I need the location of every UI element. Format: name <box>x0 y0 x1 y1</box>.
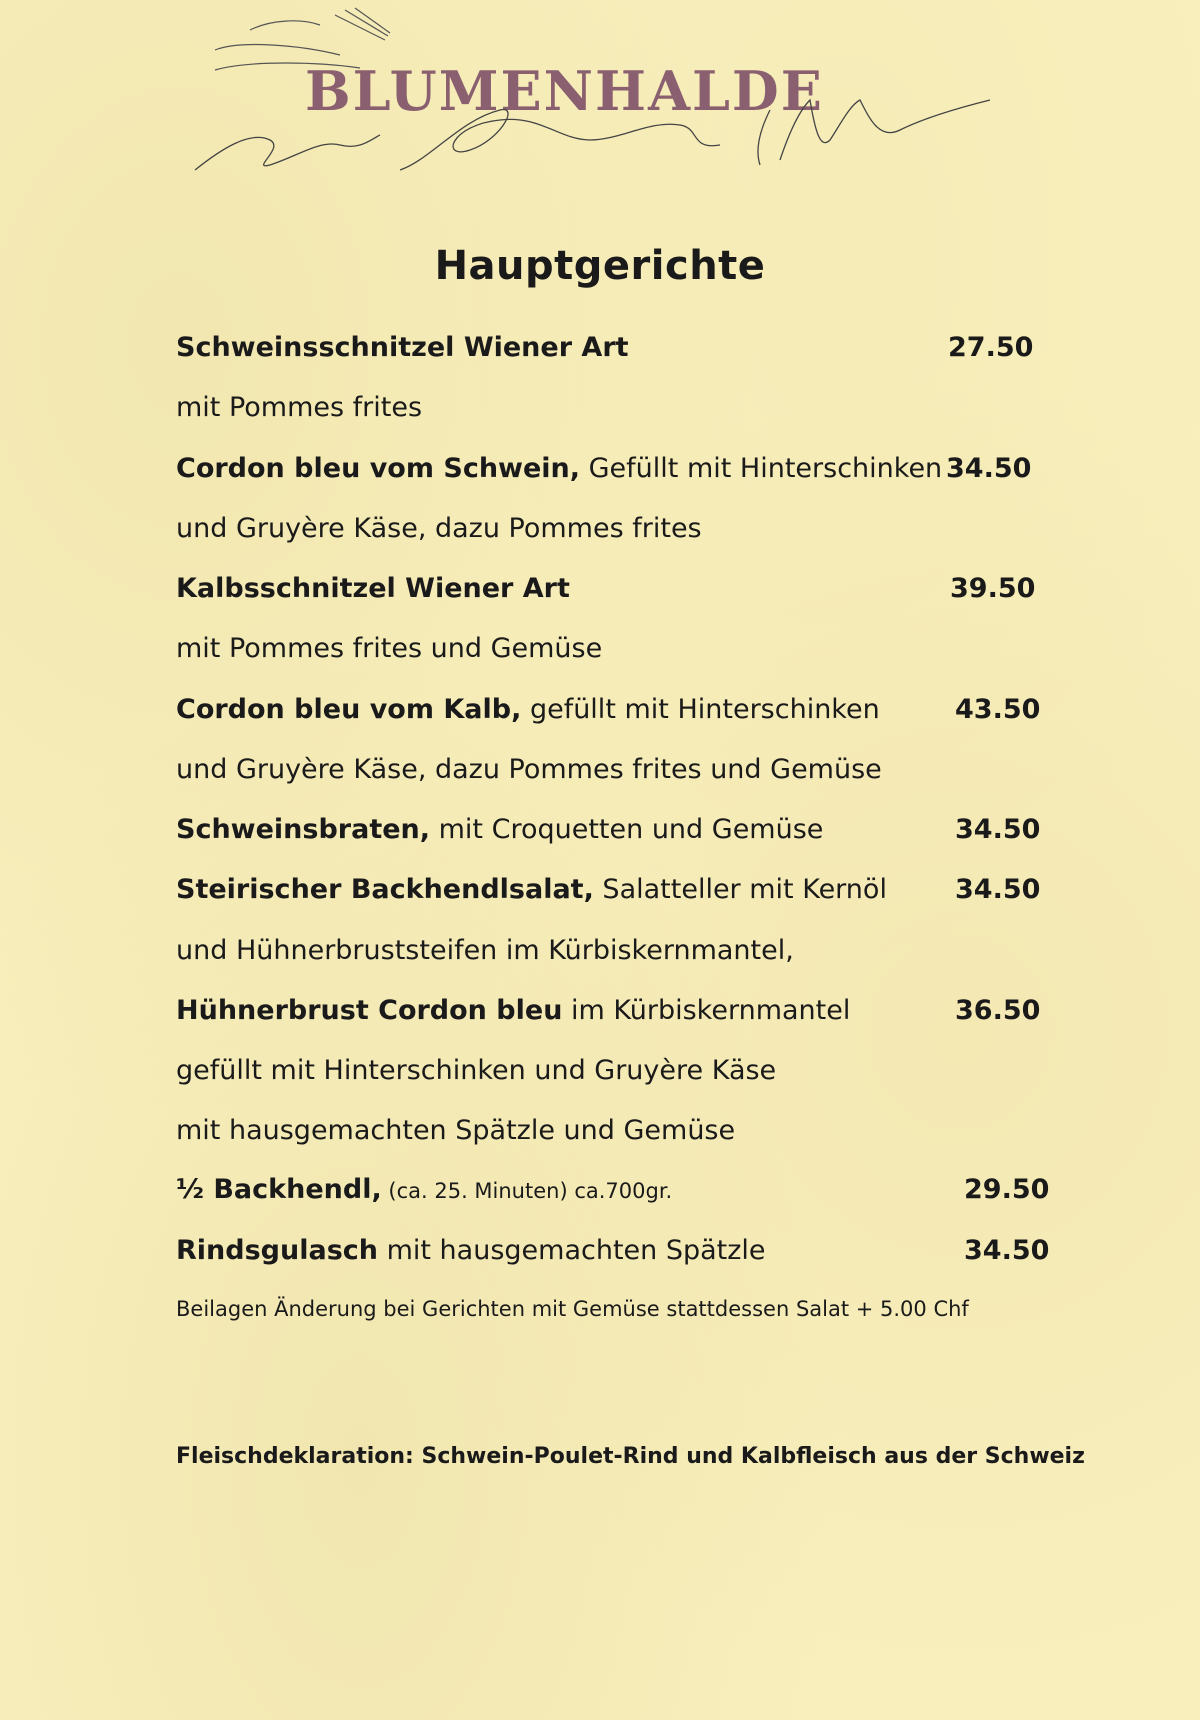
dish-name: Schweinsschnitzel Wiener Art <box>176 332 629 363</box>
dish-price: 34.50 <box>955 874 1041 905</box>
dish-price: 34.50 <box>955 814 1041 845</box>
dish-description: und Gruyère Käse, dazu Pommes frites <box>176 513 702 544</box>
dish-price: 29.50 <box>964 1174 1050 1205</box>
dish-price: 34.50 <box>946 453 1032 484</box>
dish-description: im Kürbiskernmantel <box>562 995 851 1026</box>
dish-name: Hühnerbrust Cordon bleu <box>176 995 563 1026</box>
dish-description: mit hausgemachten Spätzle und Gemüse <box>176 1115 736 1146</box>
dish-description: gefüllt mit Hinterschinken <box>521 694 880 725</box>
menu-item-line <box>176 1114 735 1148</box>
dish-description: Salatteller mit Kernöl <box>593 874 887 905</box>
menu-item-line <box>176 1054 776 1088</box>
dish-description: mit Pommes frites <box>176 392 423 423</box>
dish-name: Rindsgulasch <box>176 1235 378 1266</box>
dish-detail: (ca. 25. Minuten) ca.700gr. <box>381 1179 673 1203</box>
dish-name: Schweinsbraten, <box>176 814 431 845</box>
dish-price: 34.50 <box>964 1235 1050 1266</box>
dish-name: ½ Backhendl, <box>176 1174 382 1205</box>
dish-price: 27.50 <box>948 332 1034 363</box>
dish-description: mit Pommes frites und Gemüse <box>176 633 603 664</box>
menu-item-line <box>176 572 570 606</box>
dish-description: und Hühnerbruststeifen im Kürbiskernmantel, <box>176 935 794 966</box>
menu-item-line <box>176 512 702 546</box>
dish-description: mit hausgemachten Spätzle <box>378 1235 766 1266</box>
dish-name: Kalbsschnitzel Wiener Art <box>176 573 570 604</box>
menu-item-line <box>176 632 602 666</box>
svg-text:BLUMENHALDE: BLUMENHALDE <box>305 59 824 123</box>
meat-declaration: Fleischdeklaration: Schwein-Poulet-Rind und Kalbfleisch aus der Schweiz <box>176 1444 1085 1469</box>
menu-item-line <box>176 994 850 1028</box>
dish-price: 36.50 <box>955 995 1041 1026</box>
menu-item-line <box>176 753 882 787</box>
restaurant-logo <box>0 0 1200 210</box>
menu-item-line <box>176 873 887 907</box>
menu-item-line <box>176 813 823 847</box>
menu-item-line <box>176 452 942 486</box>
menu-item-line <box>176 1173 672 1208</box>
menu-item-line <box>176 391 422 425</box>
dish-description: und Gruyère Käse, dazu Pommes frites und Gemüse <box>176 754 882 785</box>
menu-item-line <box>176 331 629 365</box>
dish-name: Cordon bleu vom Schwein, <box>176 453 581 484</box>
dish-description: mit Croquetten und Gemüse <box>430 814 824 845</box>
menu-item-line <box>176 934 794 968</box>
dish-description: Gefüllt mit Hinterschinken <box>580 453 943 484</box>
menu-item-line <box>176 1234 766 1268</box>
dish-name: Cordon bleu vom Kalb, <box>176 694 522 725</box>
dish-name: Steirischer Backhendlsalat, <box>176 874 594 905</box>
dish-price: 39.50 <box>950 573 1036 604</box>
side-dish-note: Beilagen Änderung bei Gerichten mit Gemüse stattdessen Salat + 5.00 Chf <box>176 1297 969 1321</box>
dish-description: gefüllt mit Hinterschinken und Gruyère Käse <box>176 1055 777 1086</box>
menu-item-line <box>176 693 880 727</box>
section-title: Hauptgerichte <box>434 243 766 289</box>
dish-price: 43.50 <box>955 694 1041 725</box>
